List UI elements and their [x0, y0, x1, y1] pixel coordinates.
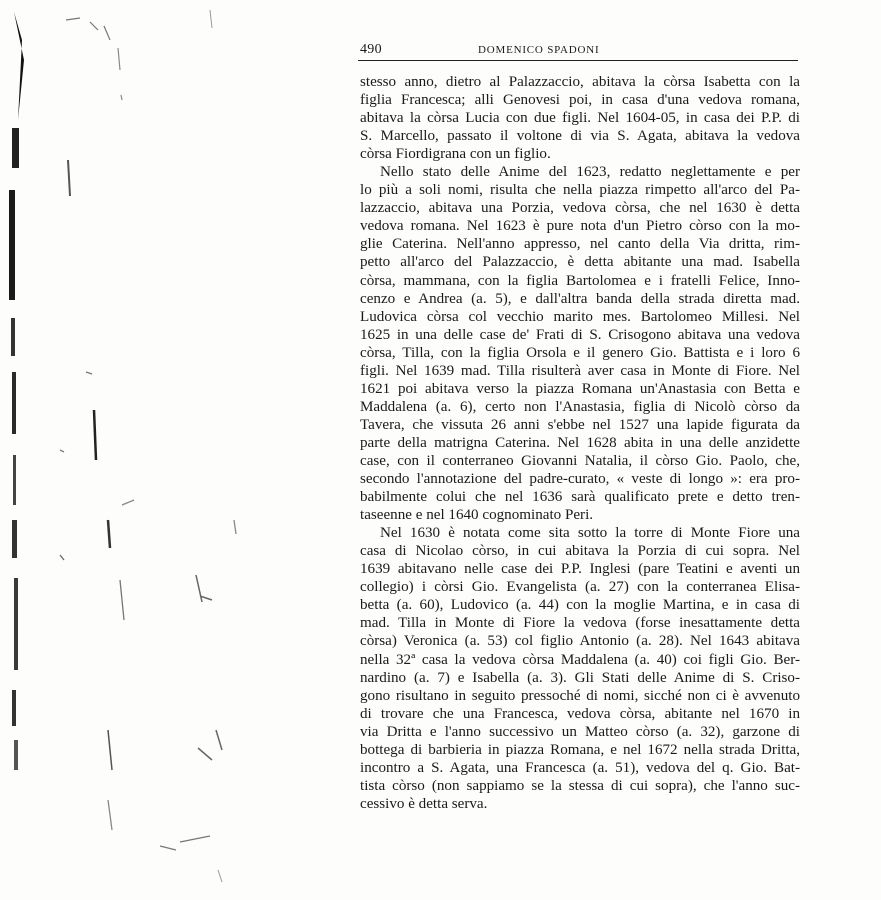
text-line: còrsa) Veronica (a. 53) col figlio Antonio (a. 28). Nel 1643 abitava: [360, 633, 800, 650]
body-text: [360, 73, 800, 813]
text-line: Ludovica còrsa col vecchio marito mes. Bartolomeo Millesi. Nel: [360, 308, 800, 325]
text-line: bottega di barbieria in piazza Romana, e nel 1672 nella strada Dritta,: [360, 741, 800, 758]
running-head: DOMENICO SPADONI: [478, 44, 600, 56]
text-line: 1621 poi abitava verso la piazza Romana un'Anastasia con Betta e: [360, 380, 800, 397]
text-line: còrsa Fiordigrana con un figlio.: [360, 146, 551, 163]
text-line: nardino (a. 7) e Isabella (a. 3). Gli Stati delle Anime di S. Criso-: [360, 669, 800, 686]
text-line: taseenne e nel 1640 cognominato Peri.: [360, 507, 594, 524]
text-line: mad. Tilla in Monte di Fiore la vedova (forse inesattamente detta: [360, 615, 800, 632]
text-line: tista còrso (non sappiamo se la stessa di cui sopra), che l'anno suc-: [360, 777, 800, 794]
text-line: cessivo è detta serva.: [360, 795, 488, 812]
text-line: di trovare che una Francesca, vedova còrsa, abitante nel 1670 in: [360, 705, 800, 722]
text-line: incontro a S. Agata, una Francesca (a. 51), vedova del q. Gio. Bat-: [360, 759, 800, 776]
text-line: Nel 1630 è notata come sita sotto la torre di Monte Fiore una: [380, 525, 800, 542]
text-line: parte della matrigna Caterina. Nel 1628 abita in una delle anzidette: [360, 434, 800, 451]
text-line: 1639 abitavano nelle case dei P.P. Inglesi (pare Teatini e aventi un: [360, 561, 800, 578]
text-line: lazzaccio, abitava una Porzia, vedova còrsa, che nel 1630 è detta: [360, 200, 800, 217]
page-number: 490: [360, 42, 382, 57]
text-line: 1625 in una delle case de' Frati di S. Crisogono abitava una vedova: [360, 326, 800, 343]
text-line: betta (a. 60), Ludovico (a. 44) con la moglie Martina, e in casa di: [360, 597, 800, 614]
text-line: casa di Nicolao còrso, in cui abitava la Porzia di cui sopra. Nel: [360, 543, 800, 560]
text-line: case, con il conterraneo Giovanni Natalia, il còrso Gio. Paolo, che,: [360, 452, 800, 469]
text-line: lo più a soli nomi, risulta che nella piazza rimpetto all'arco del Pa-: [360, 182, 800, 199]
text-line: collegio) i còrsi Gio. Evangelista (a. 27) con la conterranea Elisa-: [360, 579, 800, 596]
text-line: Maddalena (a. 6), certo non l'Anastasia, figlia di Nicolò còrso da: [360, 398, 800, 415]
text-line: vedova romana. Nel 1623 è pure nota d'un Pietro còrso con la mo-: [360, 218, 800, 235]
text-line: S. Marcello, passato il voltone di via S. Agata, abitava la vedova: [360, 128, 800, 145]
text-line: via Dritta e l'anno successivo un Matteo còrso (a. 32), garzone di: [360, 723, 800, 740]
text-line: glie Caterina. Nell'anno appresso, nel canto della Via dritta, rim-: [360, 236, 800, 253]
scan-gutter-artifacts: [0, 0, 260, 900]
text-line: Nello stato delle Anime del 1623, redatto neglettamente e per: [380, 164, 800, 181]
page-header: [358, 40, 798, 61]
text-line: còrsa, mammana, con la figlia Bartolomea e i fratelli Felice, Inno-: [360, 272, 800, 289]
text-line: figli. Nel 1639 mad. Tilla risulterà aver casa in Monte di Fiore. Nel: [360, 362, 800, 379]
text-line: petto all'arco del Palazzaccio, è detta abitante una mad. Isabella: [360, 254, 800, 271]
text-line: abitava la còrsa Lucia con due figli. Nel 1604-05, in casa dei P.P. di: [360, 110, 800, 127]
text-line: nella 32ª casa la vedova còrsa Maddalena (a. 40) coi figli Gio. Ber-: [360, 651, 800, 668]
text-line: Tavera, che vissuta 26 anni s'ebbe nel 1527 una lapide figurata da: [360, 416, 800, 433]
text-line: gono risultano in seguito pressoché di nomi, sicché non ci è avvenuto: [360, 687, 800, 704]
text-line: figlia Francesca; alli Genovesi poi, in casa d'una vedova romana,: [360, 92, 800, 109]
text-line: babilmente colui che nel 1636 sarà qualificato prete e detto tren-: [360, 489, 800, 506]
text-line: còrsa, Tilla, con la figlia Orsola e il genero Gio. Battista e i loro 6: [360, 344, 800, 361]
text-line: cenzo e Andrea (a. 5), e dall'altra banda della strada diretta mad.: [360, 290, 800, 307]
text-line: stesso anno, dietro al Palazzaccio, abitava la còrsa Isabetta con la: [360, 74, 800, 90]
text-line: secondo l'annotazione del padre-curato, « veste di longo »: era pro-: [360, 471, 800, 488]
